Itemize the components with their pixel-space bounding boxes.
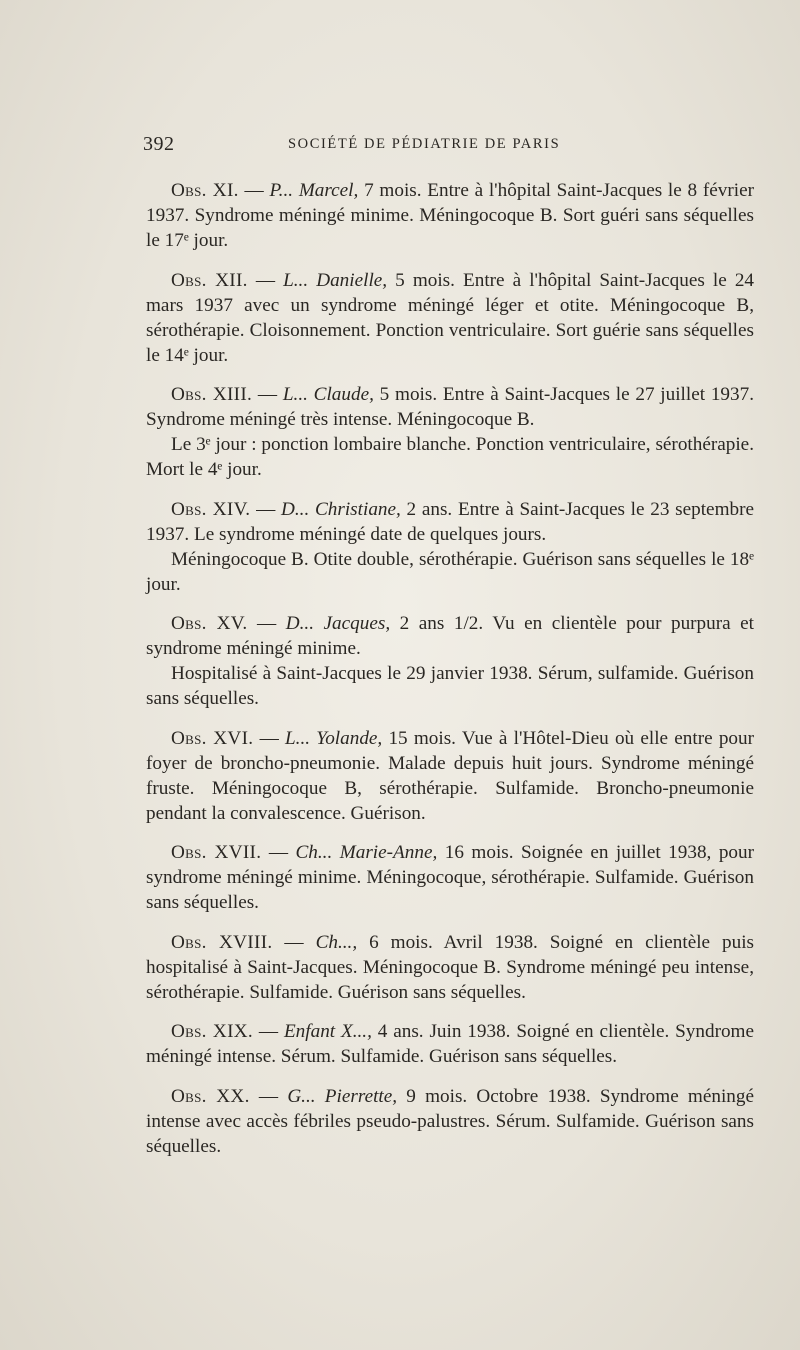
observation-separator: —	[261, 842, 296, 863]
observation-6	[146, 726, 754, 826]
observation-8	[146, 930, 754, 1005]
observation-text: 6 mois. Avril 1938. Soigné en clientèle puis hospitalisé à Saint-Jacques. Méningocoque B. Syndrome méningé peu intense, sérothérapie. Sulfamide. Guérison sans séquelles.	[146, 931, 754, 1003]
observation-5	[146, 611, 754, 711]
observation-paragraph	[146, 840, 754, 915]
observations-list	[146, 178, 754, 1173]
observation-paragraph	[146, 930, 754, 1005]
patient-name: G... Pierrette,	[287, 1085, 398, 1107]
observation-continuation: Méningocoque B. Otite double, sérothérapie. Guérison sans séquelles le 18ᵉ jour.	[146, 548, 754, 595]
observation-3	[146, 382, 754, 482]
observation-label: Obs. XIX.	[171, 1021, 254, 1042]
page-header	[143, 133, 753, 157]
observation-paragraph	[146, 268, 754, 368]
patient-name: D... Jacques,	[285, 613, 391, 634]
observation-continuation: Le 3ᵉ jour : ponction lombaire blanche. Ponction ventriculaire, sérothérapie. Mort le 4ᵉ jour.	[146, 434, 754, 480]
observation-text: 7 mois. Entre à l'hôpital Saint-Jacques le 8 février 1937. Syndrome méningé minime. Méningocoque B. Sort guéri sans séquelles le 17ᵉ jour.	[146, 180, 754, 251]
observation-text: 2 ans 1/2. Vu en clientèle pour purpura et syndrome méningé minime.	[146, 613, 755, 659]
observation-text: 5 mois. Entre à l'hôpital Saint-Jacques le 24 mars 1937 avec un syndrome méningé léger et otite. Méningocoque B, sérothérapie. Cloisonnement. Ponction ventriculaire. Sort guérie sans séquelles le 14ᵉ jour.	[146, 269, 755, 366]
observation-text: 5 mois. Entre à Saint-Jacques le 27 juillet 1937. Syndrome méningé très intense. Méningocoque B.	[146, 384, 754, 430]
observation-separator: —	[252, 384, 283, 405]
observation-text: 9 mois. Octobre 1938. Syndrome méningé intense avec accès fébriles pseudo-palustres. Sérum. Sulfamide. Guérison sans séquelles.	[146, 1085, 754, 1157]
patient-name: Ch... Marie-Anne,	[295, 842, 438, 863]
observation-separator: —	[250, 498, 282, 520]
observation-separator: —	[253, 727, 286, 749]
observation-separator: —	[249, 1085, 288, 1107]
observation-4	[146, 497, 754, 597]
observation-paragraph	[146, 726, 754, 826]
observation-separator: —	[238, 180, 270, 201]
running-head: SOCIÉTÉ DE PÉDIATRIE DE PARIS	[288, 136, 561, 152]
observation-label: Obs. XVI.	[171, 727, 254, 749]
observation-1	[146, 178, 754, 253]
observation-label: Obs. XVIII.	[171, 931, 273, 953]
observation-text: 16 mois. Soignée en juillet 1938, pour syndrome méningé minime. Méningocoque, sérothérapie. Sulfamide. Guérison sans séquelles.	[146, 842, 754, 913]
observation-paragraph	[146, 178, 754, 253]
observation-label: Obs. XV.	[171, 613, 248, 634]
patient-name: D... Christiane,	[281, 498, 401, 520]
observation-separator: —	[253, 1021, 284, 1042]
observation-label: Obs. XI.	[171, 180, 239, 201]
observation-separator: —	[247, 613, 286, 634]
observation-9	[146, 1019, 754, 1069]
page-number: 392	[143, 133, 175, 155]
observation-separator: —	[272, 931, 316, 953]
observation-7	[146, 840, 754, 915]
observation-label: Obs. XIII.	[171, 384, 253, 405]
observation-paragraph	[146, 497, 754, 547]
observation-paragraph	[146, 1084, 754, 1159]
observation-label: Obs. XII.	[171, 269, 248, 291]
observation-continuation: Hospitalisé à Saint-Jacques le 29 janvier 1938. Sérum, sulfamide. Guérison sans séquelles.	[146, 663, 754, 709]
observation-label: Obs. XIV.	[171, 498, 251, 520]
observation-text: 2 ans. Entre à Saint-Jacques le 23 septembre 1937. Le syndrome méningé date de quelques jours.	[146, 498, 754, 545]
observation-label: Obs. XVII.	[171, 842, 262, 863]
observation-10	[146, 1084, 754, 1159]
observation-2	[146, 268, 754, 368]
patient-name: Ch...,	[315, 931, 358, 953]
patient-name: P... Marcel,	[269, 180, 359, 201]
observation-label: Obs. XX.	[171, 1085, 250, 1107]
patient-name: L... Claude,	[282, 384, 374, 405]
observation-text: 15 mois. Vue à l'Hôtel-Dieu où elle entre pour foyer de broncho-pneumonie. Malade depuis huit jours. Syndrome méningé fruste. Méningocoque B, sérothérapie. Sulfamide. Broncho-pneumonie pendant la convalescence. Guérison.	[146, 727, 755, 824]
observation-paragraph	[146, 611, 754, 661]
patient-name: Enfant X...,	[283, 1021, 372, 1042]
observation-paragraph	[146, 1019, 754, 1069]
patient-name: L... Danielle,	[283, 269, 388, 291]
observation-paragraph	[146, 382, 754, 432]
observation-text: 4 ans. Juin 1938. Soigné en clientèle. Syndrome méningé intense. Sérum. Sulfamide. Guérison sans séquelles.	[146, 1021, 754, 1067]
observation-separator: —	[247, 269, 284, 291]
patient-name: L... Yolande,	[285, 727, 383, 749]
